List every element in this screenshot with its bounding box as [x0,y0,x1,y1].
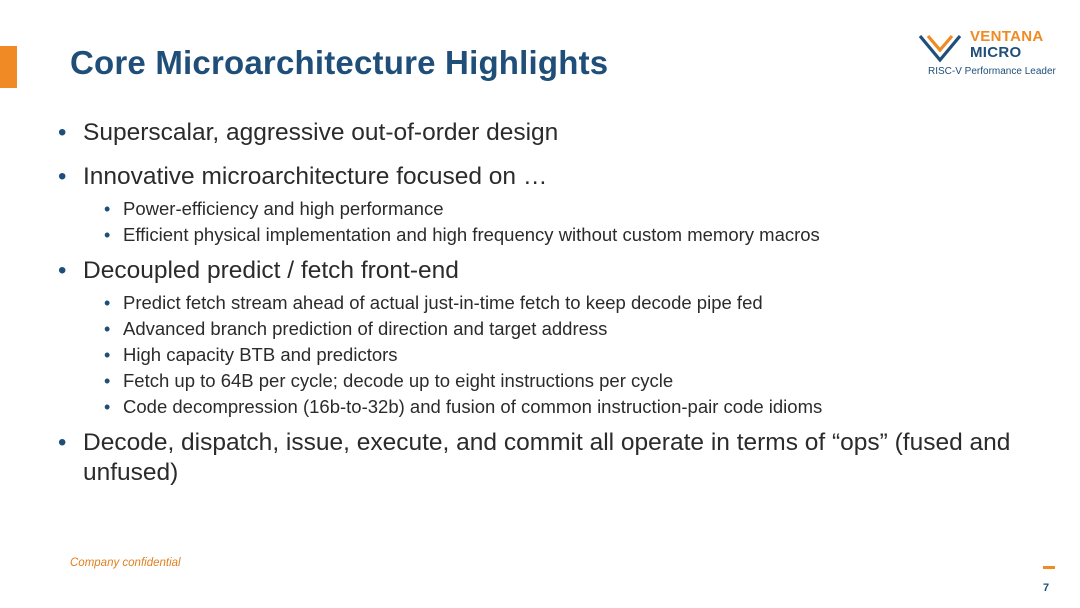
bullet-item [58,162,1058,248]
sub-bullet-item [83,368,1058,394]
sub-bullet-item [83,316,1058,342]
sub-bullet-text: Fetch up to 64B per cycle; decode up to eight instructions per cycle [123,370,674,391]
page-number: 7 [1043,582,1050,594]
bullet-text: Decoupled predict / fetch front-end [83,257,459,284]
sub-bullet-text: Code decompression (16b-to-32b) and fusion of common instruction-pair code idioms [123,396,823,417]
bullet-item [58,256,1058,420]
sub-bullet-dot-icon: • [104,397,111,417]
logo-name-line2: MICRO [970,44,1022,61]
sub-bullet-item [83,222,1058,248]
sub-bullet-dot-icon: • [104,371,111,391]
ventana-logo-icon [918,30,962,64]
bullet-item [58,428,1058,488]
sub-bullet-item [83,290,1058,316]
bullet-item [58,118,1058,148]
sub-bullet-text: Predict fetch stream ahead of actual just-in-time fetch to keep decode pipe fed [123,292,763,313]
bullet-dot-icon: • [58,119,67,146]
sub-bullet-item [83,394,1058,420]
bullet-text: Superscalar, aggressive out-of-order design [83,119,559,146]
sub-bullet-item [83,196,1058,222]
logo-name-line1: VENTANA [970,28,1044,45]
page-number-dash [1043,566,1055,569]
bullet-dot-icon: • [58,163,67,190]
slide-title: Core Microarchitecture Highlights [70,44,609,81]
sub-bullet-text: Advanced branch prediction of direction and target address [123,318,608,339]
company-logo [916,28,1066,80]
sub-bullet-list [83,290,1058,420]
sub-bullet-text: High capacity BTB and predictors [123,344,398,365]
title-accent-bar [0,46,17,88]
sub-bullet-dot-icon: • [104,199,111,219]
bullet-dot-icon: • [58,429,67,456]
bullet-list [58,118,1058,488]
slide-content [58,118,1058,502]
bullet-dot-icon: • [58,257,67,284]
sub-bullet-dot-icon: • [104,293,111,313]
bullet-text: Decode, dispatch, issue, execute, and commit all operate in terms of “ops” (fused and unfused) [83,429,1011,486]
logo-tagline: RISC-V Performance Leader [928,66,1056,77]
confidential-footer: Company confidential [70,557,181,569]
sub-bullet-item [83,342,1058,368]
sub-bullet-dot-icon: • [104,225,111,245]
sub-bullet-text: Power-efficiency and high performance [123,198,444,219]
sub-bullet-dot-icon: • [104,319,111,339]
sub-bullet-dot-icon: • [104,345,111,365]
sub-bullet-text: Efficient physical implementation and high frequency without custom memory macros [123,224,820,245]
bullet-text: Innovative microarchitecture focused on … [83,163,548,190]
sub-bullet-list [83,196,1058,248]
